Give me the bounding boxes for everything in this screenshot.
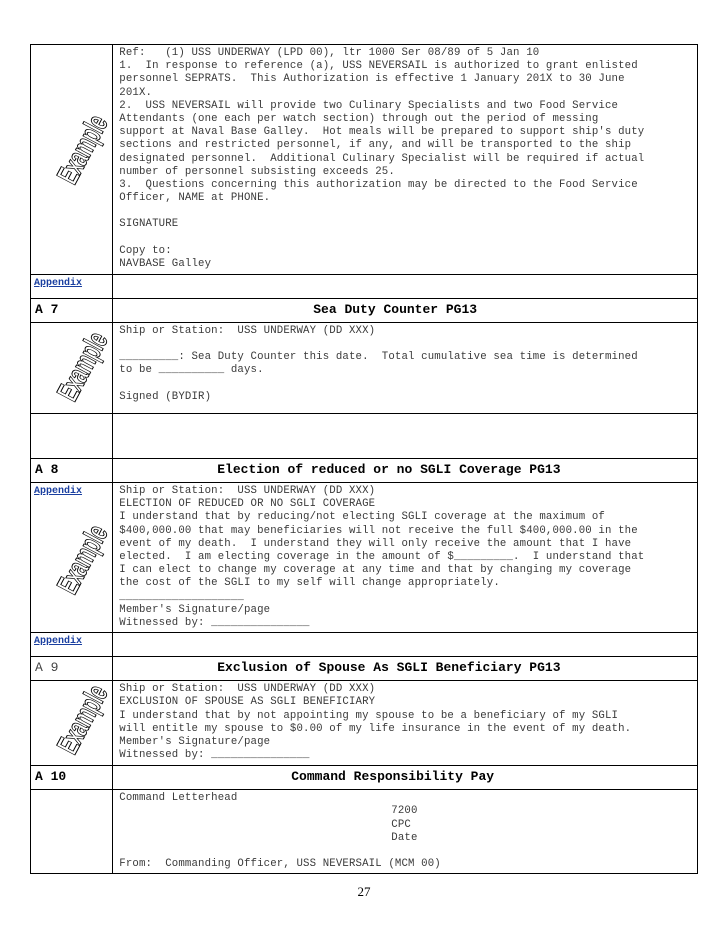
- station-line: Ship or Station: USS UNDERWAY (DD XXX): [119, 325, 376, 337]
- appendix-cell: [31, 483, 113, 633]
- a10-title: Command Responsibility Pay: [291, 769, 495, 785]
- copy-to-label: Copy to:: [119, 244, 172, 257]
- text-line: Attendants (one each per watch section) through out the period of messing: [119, 113, 599, 126]
- text-line: designated personnel. Additional Culinary Specialist will be required if actual: [119, 152, 645, 165]
- text-line: 3. Questions concerning this authorization may be directed to the Food Service: [119, 179, 638, 192]
- ssic-line: 7200: [391, 805, 418, 818]
- text-line: 1. In response to reference (a), USS NEVERSAIL is authorized to grant enlisted: [119, 60, 638, 73]
- empty-cell: [31, 414, 113, 459]
- a10-number: A 10: [31, 766, 113, 790]
- row-appendix-2: [31, 633, 698, 657]
- station-line: Ship or Station: USS UNDERWAY (DD XXX): [119, 485, 376, 497]
- a9-text: [113, 681, 698, 766]
- a10-title-cell: [113, 766, 698, 790]
- witness-line: Witnessed by: _______________: [119, 617, 310, 630]
- stamp-cell: [31, 681, 113, 766]
- text-line: elected. I am electing coverage in the amount of $_________. I understand that: [119, 551, 645, 564]
- text-line: EXCLUSION OF SPOUSE AS SGLI BENEFICIARY: [119, 696, 376, 709]
- authorization-text: [113, 45, 698, 275]
- example-stamp: Example: [51, 110, 115, 190]
- page-number: 27: [357, 884, 371, 899]
- empty-cell: [31, 790, 113, 874]
- station-line: Ship or Station: USS UNDERWAY (DD XXX): [119, 683, 376, 696]
- text-line: ELECTION OF REDUCED OR NO SGLI COVERAGE: [119, 498, 376, 511]
- text-line: sections and restricted personnel, if any, and will be transported to the ship: [119, 139, 632, 152]
- row-empty: [31, 414, 698, 459]
- text-line: I understand that by reducing/not electing SGLI coverage at the maximum of: [119, 511, 605, 524]
- witness-line: Witnessed by: _______________: [119, 749, 310, 762]
- row-a8-body: [31, 483, 698, 633]
- appendix-link[interactable]: Appendix: [31, 275, 113, 299]
- text-line: event of my death. I understand they will only receive the amount that I have: [119, 537, 632, 550]
- example-stamp: Example: [51, 680, 115, 760]
- row-a9-header: [31, 657, 698, 681]
- a9-title: Exclusion of Spouse As SGLI Beneficiary PG13: [217, 660, 561, 676]
- text-line: the cost of the SGLI to my self will change appropriately.: [119, 577, 500, 590]
- row-a10-header: [31, 766, 698, 790]
- a8-text: [113, 483, 698, 633]
- a8-title-cell: [113, 459, 698, 483]
- signature-line: SIGNATURE: [119, 218, 179, 231]
- date-line: Date: [391, 831, 418, 844]
- appendix-link[interactable]: Appendix: [34, 486, 83, 497]
- document-table: [30, 44, 698, 874]
- text-line: will entitle my spouse to $0.00 of my life insurance in the event of my death.: [119, 722, 632, 735]
- text-line: to be __________ days.: [119, 364, 264, 377]
- row-a7-body: [31, 323, 698, 414]
- empty-cell: [113, 633, 698, 657]
- text-line: I understand that by not appointing my spouse to be a beneficiary of my SGLI: [119, 709, 619, 722]
- a10-text: [113, 790, 698, 874]
- stamp-cell: [31, 45, 113, 275]
- row-a8-header: [31, 459, 698, 483]
- example-stamp: Example: [51, 327, 115, 407]
- text-line: 2. USS NEVERSAIL will provide two Culinary Specialists and two Food Service: [119, 99, 619, 112]
- row-appendix-1: [31, 275, 698, 299]
- text-line: support at Naval Base Galley. Hot meals will be prepared to support ship's duty: [119, 126, 645, 139]
- example-stamp: Example: [51, 520, 115, 600]
- empty-cell: [113, 275, 698, 299]
- a7-title: Sea Duty Counter PG13: [313, 302, 478, 317]
- text-line: 201X.: [119, 86, 153, 99]
- row-a7-header: [31, 299, 698, 323]
- signed-line: Signed (BYDIR): [119, 390, 212, 403]
- stamp-cell: [31, 323, 113, 414]
- cpc-line: CPC: [391, 818, 411, 831]
- row-authorization: [31, 45, 698, 275]
- text-line: _________: Sea Duty Counter this date. Total cumulative sea time is determined: [119, 351, 638, 364]
- copy-to-destination: NAVBASE Galley: [119, 257, 212, 270]
- row-a9-body: [31, 681, 698, 766]
- text-line: number of personnel subsisting exceeds 25.: [119, 165, 395, 178]
- empty-cell: [113, 414, 698, 459]
- a9-title-cell: [113, 657, 698, 681]
- text-line: Member's Signature/page: [119, 603, 271, 616]
- appendix-link[interactable]: Appendix: [31, 633, 113, 657]
- row-a10-body: [31, 790, 698, 874]
- text-line: personnel SEPRATS. This Authorization is effective 1 January 201X to 30 June: [119, 73, 625, 86]
- a7-text: [113, 323, 698, 414]
- a7-title-cell: [113, 299, 698, 323]
- letterhead-line: Command Letterhead: [119, 792, 238, 805]
- a9-number: A 9: [31, 657, 113, 681]
- signature-blank: ___________________: [119, 590, 244, 603]
- a8-number: A 8: [31, 459, 113, 483]
- from-line: From: Commanding Officer, USS NEVERSAIL (MCM 00): [119, 858, 441, 871]
- text-line: Member's Signature/page: [119, 736, 271, 749]
- text-line: Officer, NAME at PHONE.: [119, 192, 271, 205]
- ref-line: Ref: (1) USS UNDERWAY (LPD 00), ltr 1000 Ser 08/89 of 5 Jan 10: [119, 47, 540, 59]
- text-line: I can elect to change my coverage at any time and that by changing my coverage: [119, 564, 632, 577]
- text-line: $400,000.00 that may beneficiaries will not receive the full $400,000.00 in the: [119, 524, 638, 537]
- a8-title: Election of reduced or no SGLI Coverage PG13: [217, 462, 561, 477]
- a7-number: A 7: [31, 299, 113, 323]
